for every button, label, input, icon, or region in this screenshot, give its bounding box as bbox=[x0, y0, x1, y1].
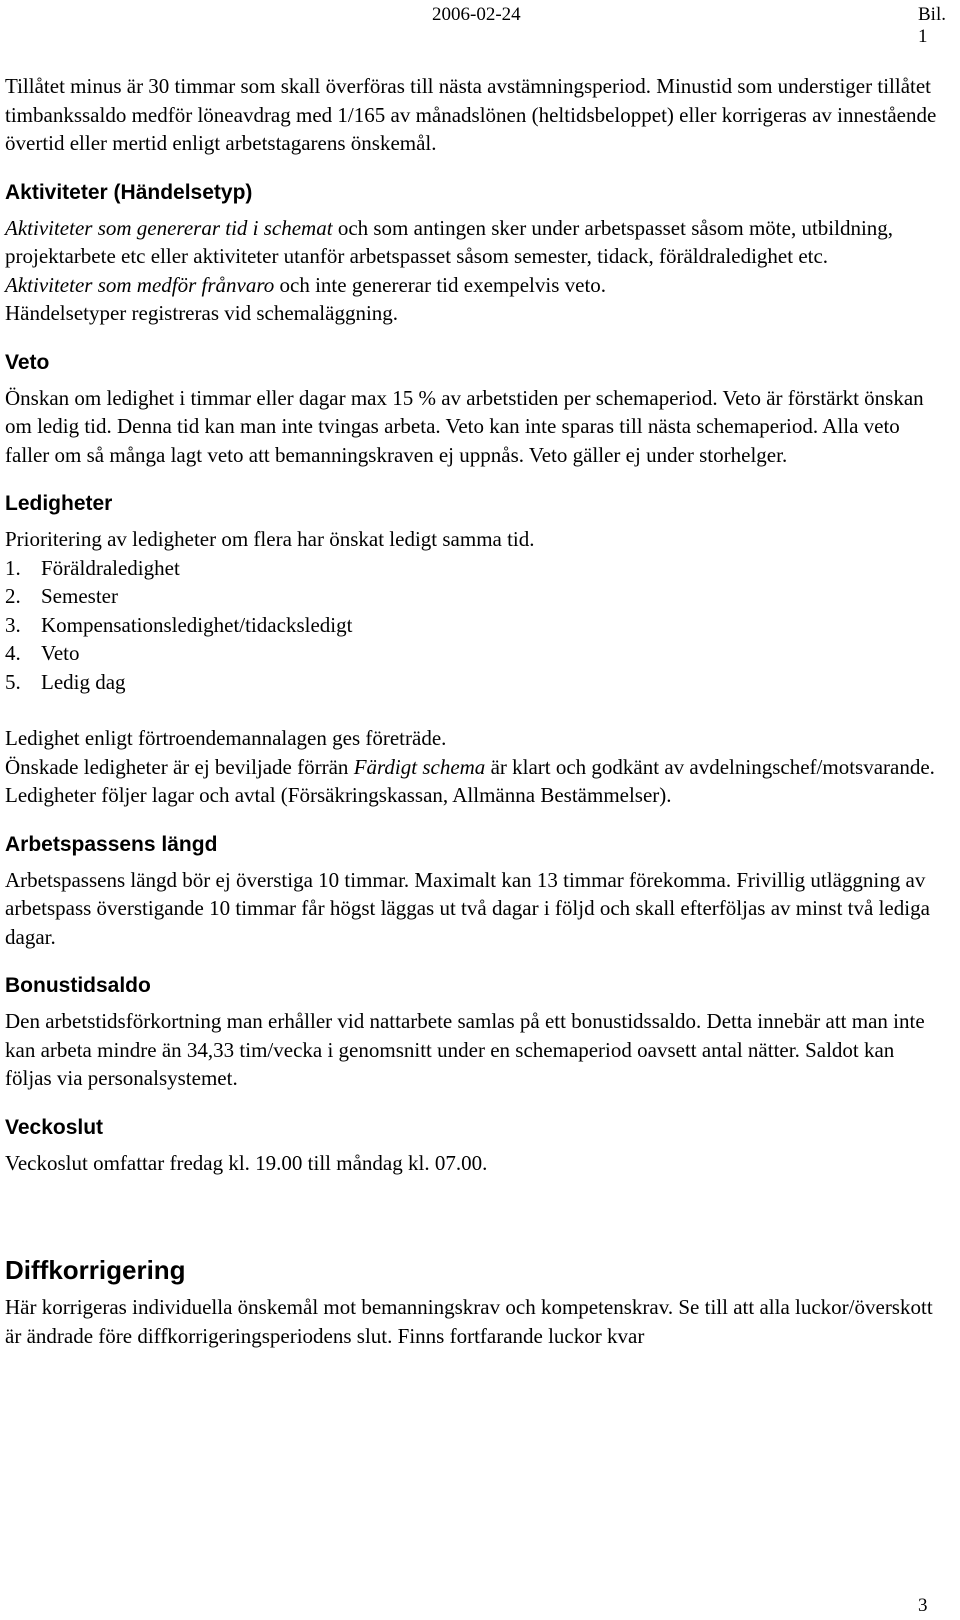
diffkorrigering-paragraph: Här korrigeras individuella önskemål mot bemanningskrav och kompetenskrav. Se till att alla luckor/överskott är ändrade före diffkorrigeringsperiodens slut. Finns fortfarande luckor kvar bbox=[5, 1295, 933, 1348]
heading-arbetspassens-langd: Arbetspassens längd bbox=[5, 832, 218, 856]
footer-page-number: 3 bbox=[918, 1595, 928, 1616]
veckoslut-paragraph: Veckoslut omfattar fredag kl. 19.00 till måndag kl. 07.00. bbox=[5, 1150, 488, 1175]
ledigheter-intro: Prioritering av ledigheter om flera har önskat ledigt samma tid. bbox=[5, 527, 535, 551]
list-item bbox=[5, 668, 940, 697]
list-item-label: Ledig dag bbox=[41, 669, 126, 694]
ledigheter-text-pre: Önskade ledigheter är ej beviljade förrän bbox=[5, 754, 354, 779]
list-item-number: 2. bbox=[5, 584, 21, 608]
veto-paragraph: Önskan om ledighet i timmar eller dagar max 15 % av arbetstiden per schemaperiod. Veto är förstärkt önskan om ledig tid. Denna tid kan man inte tvingas arbeta. Veto kan inte sparas till nästa schemaperiod. Alla veto faller om så många lagt veto att bemanningskraven ej uppnås. Veto gäller ej under storhelger. bbox=[5, 385, 924, 467]
intro-paragraph: Tillåtet minus är 30 timmar som skall överföras till nästa avstämningsperiod. Minustid som understiger tillåtet timbankssaldo medför löneavdrag med 1/165 av månadslönen (heltidsbeloppet) eller korrigeras av innestående övertid eller mertid enligt arbetstagarens önskemål. bbox=[5, 74, 937, 155]
list-item bbox=[5, 611, 940, 640]
list-item-label: Föräldraledighet bbox=[41, 555, 180, 580]
heading-veckoslut: Veckoslut bbox=[5, 1115, 104, 1139]
ledigheter-priority-list bbox=[5, 554, 940, 697]
list-item-number: 5. bbox=[5, 669, 21, 694]
bonustid-paragraph: Den arbetstidsförkortning man erhåller vid nattarbete samlas på ett bonustidssaldo. Detta innebär att man inte kan arbeta mindre än 34,33 tim/vecka i genomsnitt under en schemaperiod oavsett antal nätter. Saldot kan följas via personalsystemet. bbox=[5, 1009, 925, 1090]
heading-veto: Veto bbox=[5, 350, 50, 374]
list-item-number: 3. bbox=[5, 612, 21, 637]
list-item-label: Semester bbox=[41, 584, 118, 608]
list-item bbox=[5, 554, 940, 583]
aktiviteter-paragraph-1 bbox=[5, 214, 940, 271]
page-header bbox=[0, 0, 960, 47]
aktiviteter-term-1: Aktiviteter som genererar tid i schemat bbox=[5, 215, 333, 240]
ledigheter-paragraph-1: Ledighet enligt förtroendemannalagen ges företräde. bbox=[5, 726, 447, 750]
aktiviteter-paragraph-3: Händelsetyper registreras vid schemaläggning. bbox=[5, 301, 399, 325]
heading-bonustidsaldo: Bonustidsaldo bbox=[5, 974, 151, 997]
ledigheter-paragraph-2 bbox=[5, 753, 940, 810]
aktiviteter-term-2: Aktiviteter som medför frånvaro bbox=[5, 272, 275, 297]
list-item bbox=[5, 582, 940, 611]
list-item-number: 4. bbox=[5, 641, 21, 665]
ledigheter-term: Färdigt schema bbox=[353, 754, 486, 779]
header-page-label: Bil. 1 bbox=[918, 4, 946, 47]
list-item bbox=[5, 639, 940, 668]
aktiviteter-text-2: och inte genererar tid exempelvis veto. bbox=[274, 272, 607, 297]
heading-ledigheter: Ledigheter bbox=[5, 492, 113, 515]
arbetspass-paragraph: Arbetspassens längd bör ej överstiga 10 timmar. Maximalt kan 13 timmar förekomma. Frivillig utläggning av arbetspass överstigande 10 timmar får högst läggas ut två dagar i följd och skall efterföljas av minst två lediga dagar. bbox=[5, 867, 930, 949]
aktiviteter-paragraph-2 bbox=[5, 271, 940, 300]
list-item-number: 1. bbox=[5, 555, 21, 580]
heading-aktiviteter: Aktiviteter (Händelsetyp) bbox=[5, 180, 253, 204]
ledigheter-text-post: är klart och godkänt av avdelningschef/motsvarande. Ledigheter följer lagar och avtal (Försäkringskassan, Allmänna Bestämmelser). bbox=[5, 754, 935, 807]
list-item-label: Kompensationsledighet/tidacksledigt bbox=[41, 612, 353, 637]
aktiviteter-text-1: och som antingen sker under arbetspasset såsom möte, utbildning, projektarbete etc eller aktiviteter utanför arbetspasset såsom semester, tidack, föräldraledighet etc. bbox=[5, 215, 894, 268]
heading-diffkorrigering: Diffkorrigering bbox=[5, 1255, 186, 1285]
list-item-label: Veto bbox=[41, 641, 80, 665]
document-body bbox=[5, 72, 940, 1350]
header-date: 2006-02-24 bbox=[432, 4, 521, 25]
